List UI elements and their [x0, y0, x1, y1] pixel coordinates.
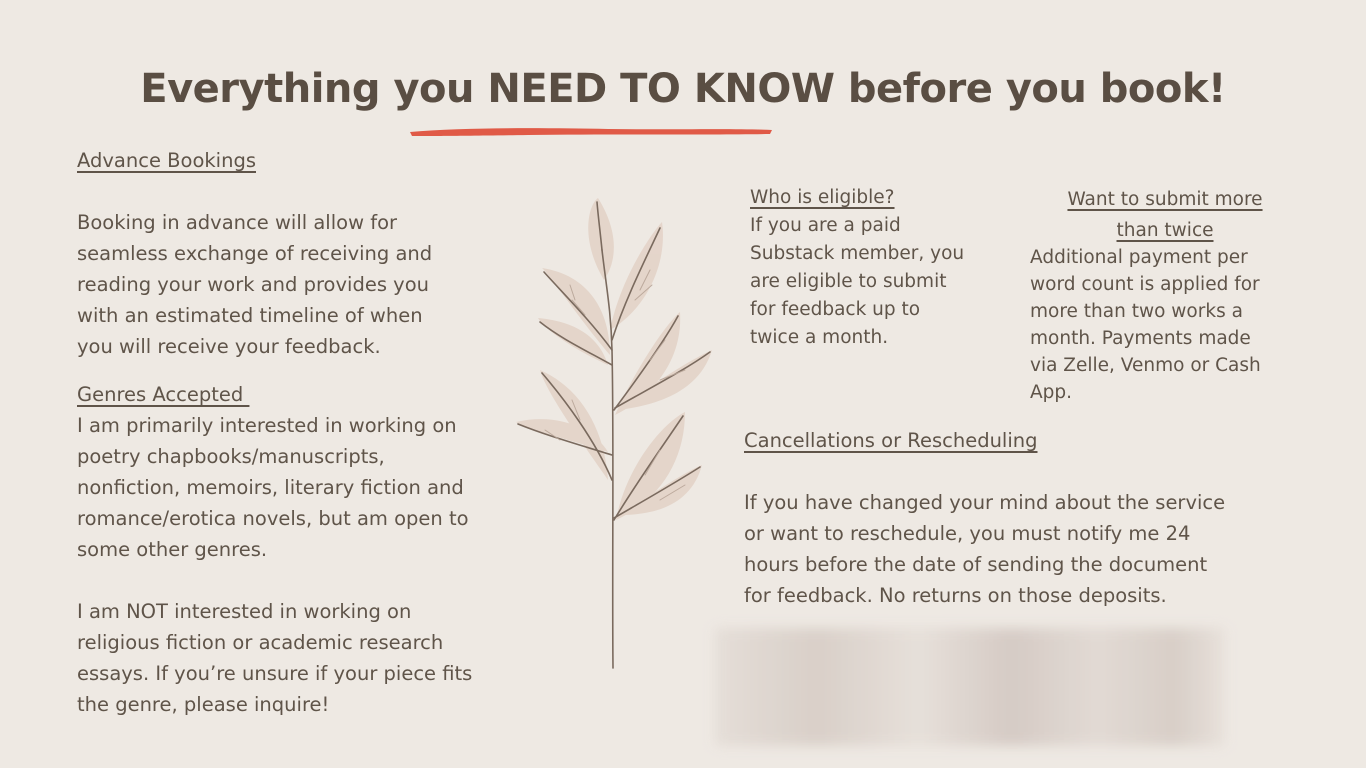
submit-more-heading: Want to submit more than twice: [1067, 189, 1263, 241]
submit-more-text: Additional payment per word count is applied for more than two works a month. Payments made via Zelle, Venmo or Cash App.: [1030, 247, 1261, 403]
advance-bookings-text: Booking in advance will allow for seamless exchange of receiving and reading your work and provides you with an estimated timeline of when you will receive your feedback.: [77, 211, 433, 358]
cancellations-text: If you have changed your mind about the service or want to reschedule, you must notify me 24 hours before the date of sending the document for feedback. No returns on those deposits.: [744, 491, 1226, 607]
title-underline-stroke: [408, 124, 774, 138]
advance-bookings-heading: Advance Bookings: [77, 149, 256, 172]
who-is-eligible-text: If you are a paid Substack member, you are eligible to submit for feedback up to twice a month.: [750, 215, 965, 348]
blurred-region: [715, 628, 1225, 746]
leaf-branch-illustration: [500, 190, 720, 675]
genres-accepted-text: I am primarily interested in working on poetry chapbooks/manuscripts, nonfiction, memoirs, literary fiction and romance/erotica novels, but am open to some other genres. I am NOT interested in working on religious fiction or academic research essays. If you’re unsure if your piece fits the genre, please inquire!: [77, 414, 473, 716]
cancellations-heading: Cancellations or Rescheduling: [744, 429, 1038, 452]
genres-accepted-heading: Genres Accepted: [77, 383, 250, 406]
who-is-eligible-heading: Who is eligible?: [750, 187, 895, 208]
page-title: Everything you NEED TO KNOW before you book!: [140, 66, 1226, 112]
